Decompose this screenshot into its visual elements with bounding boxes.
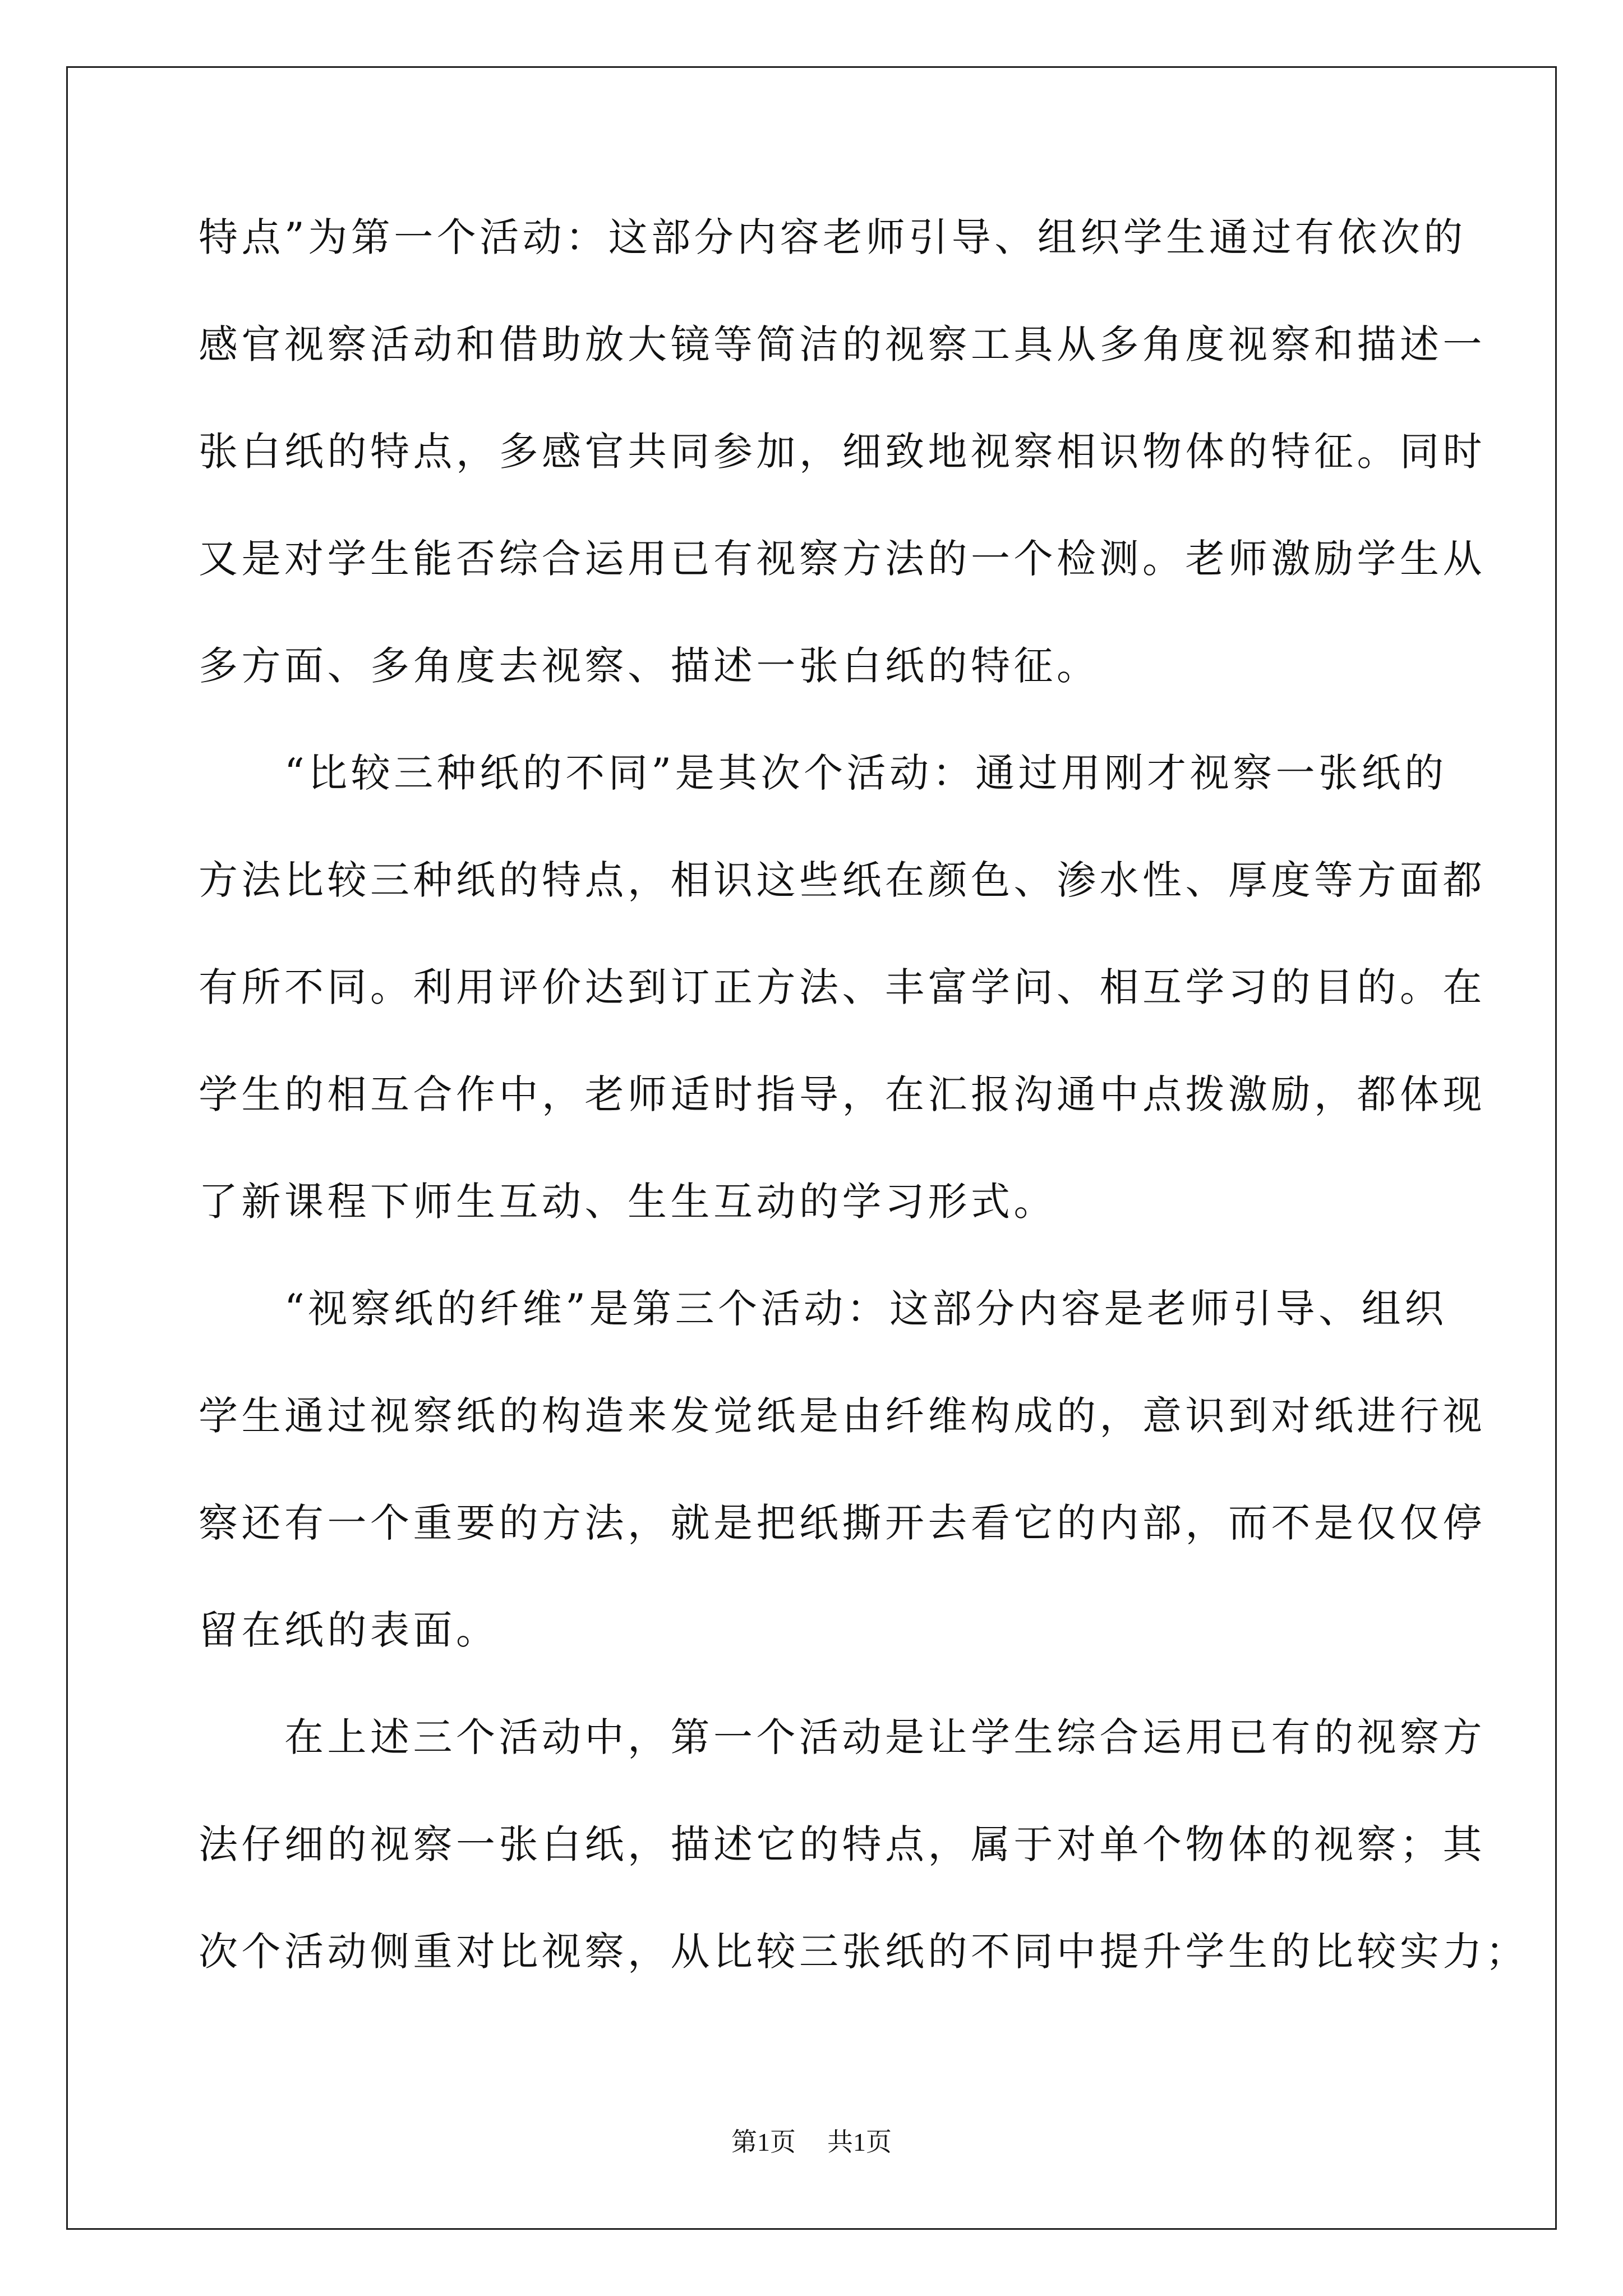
page-total: 共1页 (827, 2128, 892, 2156)
text-line: 又是对学生能否综合运用已有视察方法的一个检测。老师激励学生从 (199, 536, 1486, 582)
text-line: “比较三种纸的不同”是其次个活动：通过用刚才视察一张纸的 (199, 750, 1447, 796)
text-line: 多方面、多角度去视察、描述一张白纸的特征。 (199, 643, 1100, 689)
text-line: 有所不同。利用评价达到订正方法、丰富学问、相互学习的目的。在 (199, 964, 1486, 1010)
text-line: 法仔细的视察一张白纸，描述它的特点，属于对单个物体的视察；其 (199, 1821, 1486, 1867)
text-line: 感官视察活动和借助放大镜等简洁的视察工具从多角度视察和描述一 (199, 321, 1486, 367)
page-number: 第1页 (731, 2128, 796, 2156)
text-line: 了新课程下师生互动、生生互动的学习形式。 (199, 1179, 1057, 1225)
text-line: 留在纸的表面。 (199, 1607, 499, 1653)
text-line: 特点”为第一个活动：这部分内容老师引导、组织学生通过有依次的 (199, 214, 1467, 260)
text-line: 学生通过视察纸的构造来发觉纸是由纤维构成的，意识到对纸进行视 (199, 1393, 1486, 1439)
text-line: 学生的相互合作中，老师适时指导，在汇报沟通中点拨激励，都体现 (199, 1071, 1486, 1117)
document-body (199, 214, 1529, 2039)
text-line: “视察纸的纤维”是第三个活动：这部分内容是老师引导、组织 (199, 1286, 1447, 1332)
page-footer (0, 2128, 1623, 2156)
text-line: 张白纸的特点，多感官共同参加，细致地视察相识物体的特征。同时 (199, 429, 1486, 475)
text-line: 次个活动侧重对比视察，从比较三张纸的不同中提升学生的比较实力； (199, 1929, 1529, 1975)
text-line: 察还有一个重要的方法，就是把纸撕开去看它的内部，而不是仅仅停 (199, 1500, 1486, 1546)
text-line: 方法比较三种纸的特点，相识这些纸在颜色、渗水性、厚度等方面都 (199, 857, 1486, 903)
text-line: 在上述三个活动中，第一个活动是让学生综合运用已有的视察方 (199, 1714, 1486, 1760)
